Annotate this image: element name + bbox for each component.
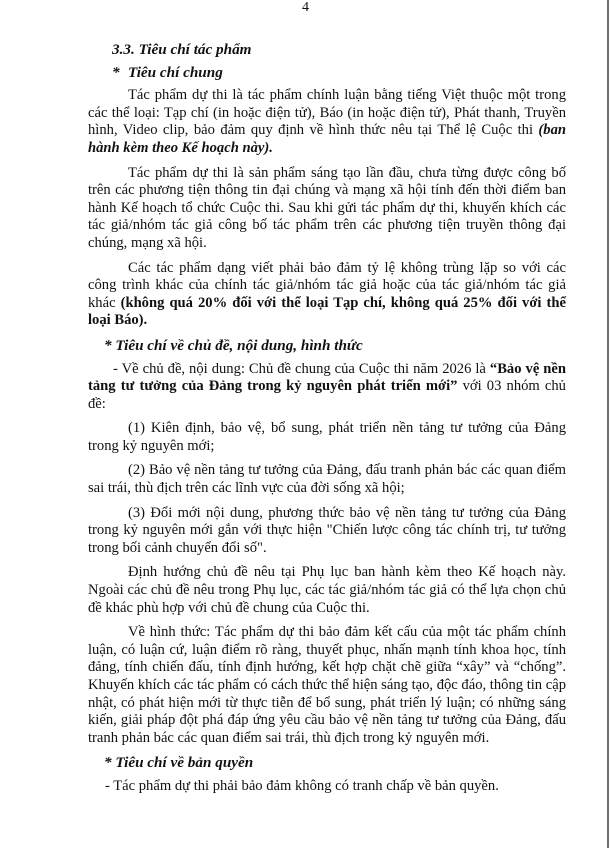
paragraph-text: Tác phẩm dự thi là tác phẩm chính luận bằng tiếng Việt thuộc một trong các thể loại: Tạp chí (in hoặc điện tử), Báo (in hoặc điện tử), Phát thanh, Truyền hình, Video clip, bảo đảm quy định về hình thức nêu tại Thể lệ Cuộc thi xyxy=(88,87,566,139)
general-criteria-heading xyxy=(88,64,566,82)
topic-group-2: (2) Bảo vệ nền tảng tư tưởng của Đảng, đấu tranh phản bác các quan điểm sai trái, thù địch trên các lĩnh vực của đời sống xã hội; xyxy=(88,462,566,497)
paragraph-emphasis: (ban hành kèm theo Kế hoạch này). xyxy=(88,122,566,156)
paragraph-text: Các tác phẩm dạng viết phải bảo đảm tỷ lệ không trùng lặp so với các công trình khác của chính tác giả/nhóm tác giả hoặc của tác giả/nhóm tác giả khác xyxy=(88,259,566,311)
paragraph-text: - Về chủ đề, nội dung: Chủ đề chung của Cuộc thi năm 2026 là xyxy=(113,360,490,377)
topic-orientation: Định hướng chủ đề nêu tại Phụ lục ban hành kèm theo Kế hoạch này. Ngoài các chủ đề nêu trong Phụ lục, các tác giả/nhóm tác giả có thể lựa chọn chủ đề khác phù hợp với chủ đề chung của Cuộc thi. xyxy=(88,564,566,616)
topic-intro xyxy=(88,361,566,414)
document-body xyxy=(88,41,566,796)
page-number: 4 xyxy=(302,0,309,15)
paragraph-text: với 03 nhóm chủ đề: xyxy=(88,378,566,412)
scan-edge-line xyxy=(607,0,609,848)
form-criteria: Về hình thức: Tác phẩm dự thi bảo đảm kết cấu của một tác phẩm chính luận, có luận cứ, luận điểm rõ ràng, thuyết phục, nhấn mạnh tính khoa học, tính đảng, tính chiến đấu, tính định hướng, kết hợp chặt chẽ giữa “xây” và “chống”. Khuyến khích các tác phẩm có cách thức thể hiện sáng tạo, độc đáo, thông tin cập nhật, có phát hiện mới từ thực tiễn để bổ sung, phát triển lý luận; có những sáng kiến, giải pháp đột phá đáp ứng yêu cầu bảo vệ nền tảng tư tưởng của Đảng, đấu tranh phản bác các quan điểm sai trái, thù địch trong kỷ nguyên mới. xyxy=(88,624,566,746)
theme-title: “Bảo vệ nền tảng tư tưởng của Đảng trong kỷ nguyên phát triển mới” xyxy=(88,360,566,395)
topic-group-1: (1) Kiên định, bảo vệ, bổ sung, phát triển nền tảng tư tưởng của Đảng trong kỷ nguyên mới; xyxy=(88,420,566,454)
copyright-criteria-heading: * Tiêu chí về bản quyền xyxy=(104,754,254,772)
copyright-item: - Tác phẩm dự thi phải bảo đảm không có tranh chấp về bản quyền. xyxy=(105,777,499,794)
general-paragraph-2: Tác phẩm dự thi là sản phẩm sáng tạo lần đầu, chưa từng được công bố trên các phương tiện thông tin đại chúng và mạng xã hội tính đến thời điểm ban hành Kế hoạch tổ chức Cuộc thi. Sau khi gửi tác phẩm dự thi, khuyến khích các tác giả/nhóm tác giả công bố tác phẩm trên các phương tiện truyền thông đại chúng, mạng xã hội. xyxy=(88,164,566,251)
topic-group-3: (3) Đổi mới nội dung, phương thức bảo vệ nền tảng tư tưởng của Đảng trong kỷ nguyên mới gắn với thực hiện "Chiến lược công tác chính trị, tư tưởng trong bối cảnh chuyển đổi số". xyxy=(88,504,566,556)
heading-bullet: * xyxy=(112,63,120,81)
paragraph-bold: (không quá 20% đối với thể loại Tạp chí, không quá 25% đối với thể loại Báo). xyxy=(88,294,566,329)
section-heading: 3.3. Tiêu chí tác phẩm xyxy=(112,41,252,58)
general-paragraph-3 xyxy=(88,260,566,330)
topic-criteria-heading: * Tiêu chí về chủ đề, nội dung, hình thức xyxy=(104,336,363,354)
general-criteria-title: Tiêu chí chung xyxy=(128,63,223,81)
general-paragraph-1 xyxy=(88,87,566,157)
